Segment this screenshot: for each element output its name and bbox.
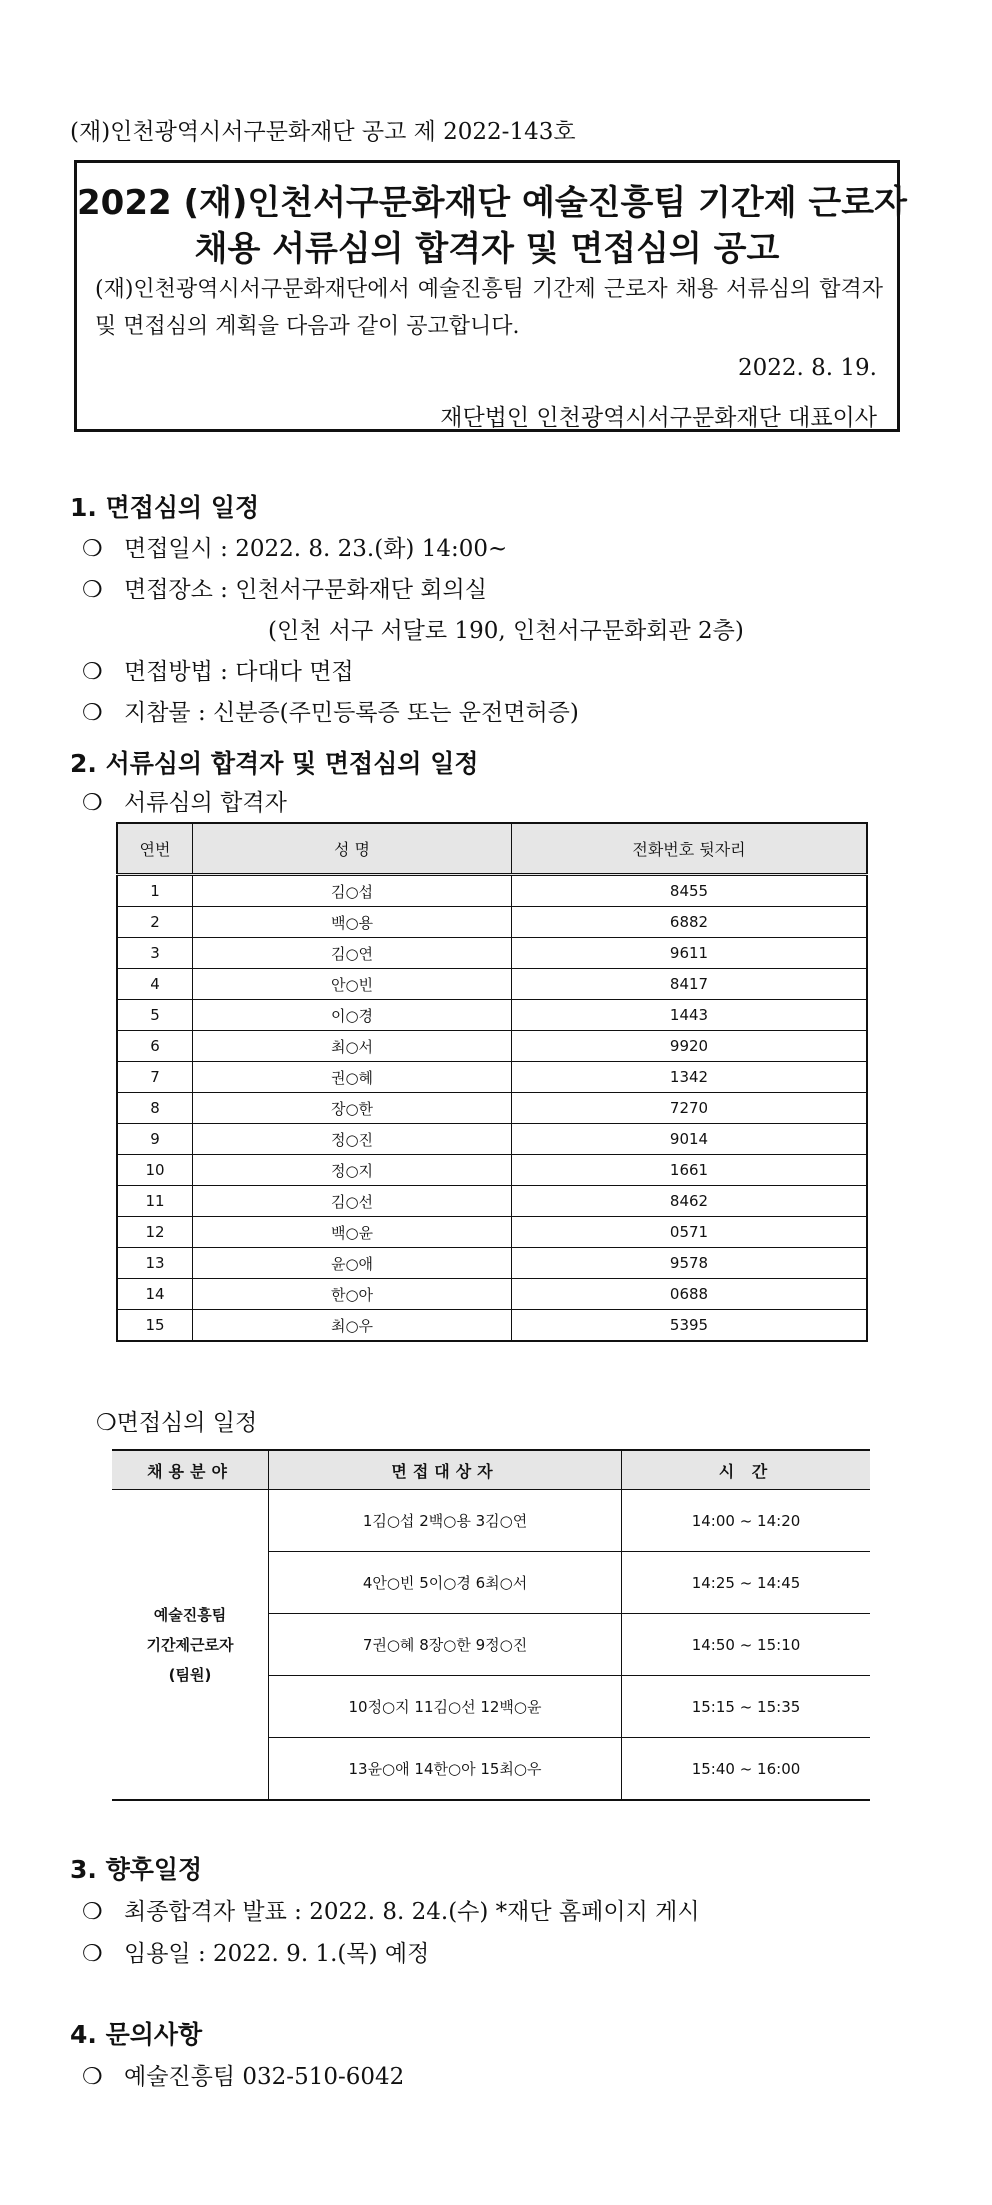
bullet-icon: ❍ <box>82 790 103 816</box>
section4-heading: 4. 문의사항 <box>70 2020 203 2049</box>
applicant-phone-suffix: 9578 <box>512 1248 868 1279</box>
col-header-time: 시 간 <box>622 1450 871 1490</box>
col-header-name: 성 명 <box>193 823 512 875</box>
table-row <box>117 1186 867 1217</box>
applicant-number: 10 <box>117 1155 193 1186</box>
schedule-location-item: ❍ 면접장소 : 인천서구문화재단 회의실 <box>82 577 487 603</box>
final-announcement-item: ❍ 최종합격자 발표 : 2022. 8. 24.(수) *재단 홈페이지 게시 <box>82 1899 700 1925</box>
applicant-phone-suffix: 7270 <box>512 1093 868 1124</box>
interview-candidates: 13윤○애 14한○아 15최○우 <box>269 1738 622 1801</box>
col-header-field: 채용분야 <box>112 1450 269 1490</box>
notice-issuer: 재단법인 인천광역시서구문화재단 대표이사 <box>440 405 877 431</box>
recruitment-field <box>112 1490 269 1801</box>
interview-time: 15:15 ~ 15:35 <box>622 1676 871 1738</box>
applicant-name: 정○지 <box>193 1155 512 1186</box>
applicant-phone-suffix: 0688 <box>512 1279 868 1310</box>
applicant-name: 권○혜 <box>193 1062 512 1093</box>
applicant-number: 6 <box>117 1031 193 1062</box>
interview-candidates: 7권○혜 8장○한 9정○진 <box>269 1614 622 1676</box>
table-row <box>117 1000 867 1031</box>
table-row <box>117 1310 867 1342</box>
appointment-date-item: ❍ 임용일 : 2022. 9. 1.(목) 예정 <box>82 1941 430 1967</box>
section2-heading: 2. 서류심의 합격자 및 면접심의 일정 <box>70 749 479 778</box>
applicant-number: 2 <box>117 907 193 938</box>
applicant-name: 윤○애 <box>193 1248 512 1279</box>
table-row <box>117 1217 867 1248</box>
interview-schedule-table <box>112 1449 870 1801</box>
recruitment-field-line: 예술진흥팀 <box>153 1605 227 1624</box>
contact-item: ❍ 예술진흥팀 032-510-6042 <box>82 2064 405 2090</box>
applicant-number: 15 <box>117 1310 193 1342</box>
table-row <box>117 938 867 969</box>
applicant-phone-suffix: 1342 <box>512 1062 868 1093</box>
applicant-name: 장○한 <box>193 1093 512 1124</box>
notice-number: (재)인천광역시서구문화재단 공고 제 2022-143호 <box>70 119 576 145</box>
applicant-phone-suffix: 1661 <box>512 1155 868 1186</box>
passed-applicants-subheading: ❍ 서류심의 합격자 <box>82 790 287 816</box>
interview-time: 14:50 ~ 15:10 <box>622 1614 871 1676</box>
applicant-number: 4 <box>117 969 193 1000</box>
applicant-number: 5 <box>117 1000 193 1031</box>
applicant-name: 김○섭 <box>193 875 512 907</box>
applicant-name: 최○우 <box>193 1310 512 1342</box>
applicant-phone-suffix: 8455 <box>512 875 868 907</box>
table-row <box>117 907 867 938</box>
table-row <box>117 1248 867 1279</box>
applicant-name: 백○윤 <box>193 1217 512 1248</box>
interview-schedule-subheading: ❍면접심의 일정 <box>96 1410 258 1436</box>
title-line-1: 2022 (재)인천서구문화재단 예술진흥팀 기간제 근로자 <box>77 183 907 223</box>
table-row <box>117 1279 867 1310</box>
interview-candidates: 1김○섭 2백○용 3김○연 <box>269 1490 622 1552</box>
applicant-phone-suffix: 6882 <box>512 907 868 938</box>
applicant-name: 백○용 <box>193 907 512 938</box>
interview-time: 14:25 ~ 14:45 <box>622 1552 871 1614</box>
applicant-name: 김○선 <box>193 1186 512 1217</box>
interview-time: 14:00 ~ 14:20 <box>622 1490 871 1552</box>
applicant-number: 1 <box>117 875 193 907</box>
schedule-items-to-bring: ❍ 지참물 : 신분증(주민등록증 또는 운전면허증) <box>82 700 579 726</box>
schedule-method-item: ❍ 면접방법 : 다대다 면접 <box>82 659 354 685</box>
interview-time: 15:40 ~ 16:00 <box>622 1738 871 1801</box>
applicant-name: 최○서 <box>193 1031 512 1062</box>
applicant-number: 14 <box>117 1279 193 1310</box>
applicant-number: 7 <box>117 1062 193 1093</box>
interview-candidates: 4안○빈 5이○경 6최○서 <box>269 1552 622 1614</box>
col-header-candidates: 면접대상자 <box>269 1450 622 1490</box>
passed-applicants-table <box>116 822 868 1342</box>
table-row <box>117 875 867 907</box>
schedule-datetime-item: ❍ 면접일시 : 2022. 8. 23.(화) 14:00~ <box>82 536 508 562</box>
bullet-icon: ❍ <box>82 1941 103 1967</box>
applicant-phone-suffix: 9014 <box>512 1124 868 1155</box>
section1-heading: 1. 면접심의 일정 <box>70 493 260 522</box>
applicant-name: 이○경 <box>193 1000 512 1031</box>
bullet-icon: ❍ <box>82 577 103 603</box>
schedule-address-line: (인천 서구 서달로 190, 인천서구문화회관 2층) <box>268 618 744 644</box>
notice-date: 2022. 8. 19. <box>738 355 877 381</box>
recruitment-field-line: 기간제근로자 <box>146 1635 234 1654</box>
applicant-phone-suffix: 9920 <box>512 1031 868 1062</box>
interview-candidates: 10정○지 11김○선 12백○윤 <box>269 1676 622 1738</box>
table-row <box>117 969 867 1000</box>
applicant-number: 11 <box>117 1186 193 1217</box>
applicant-phone-suffix: 8417 <box>512 969 868 1000</box>
applicant-phone-suffix: 5395 <box>512 1310 868 1342</box>
applicant-number: 8 <box>117 1093 193 1124</box>
applicant-phone-suffix: 8462 <box>512 1186 868 1217</box>
table-row <box>117 1155 867 1186</box>
applicant-name: 정○진 <box>193 1124 512 1155</box>
applicant-number: 3 <box>117 938 193 969</box>
bullet-icon: ❍ <box>82 536 103 562</box>
applicant-number: 9 <box>117 1124 193 1155</box>
intro-text: (재)인천광역시서구문화재단에서 예술진흥팀 기간제 근로자 채용 서류심의 합격자 및 면접심의 계획을 다음과 같이 공고합니다. <box>95 277 883 339</box>
table-row <box>117 1062 867 1093</box>
bullet-icon: ❍ <box>82 700 103 726</box>
col-header-phone: 전화번호 뒷자리 <box>512 823 868 875</box>
recruitment-field-line: (팀원) <box>168 1665 212 1684</box>
table-row <box>117 1031 867 1062</box>
applicant-number: 12 <box>117 1217 193 1248</box>
bullet-icon: ❍ <box>82 1899 103 1925</box>
applicant-name: 한○아 <box>193 1279 512 1310</box>
applicant-name: 안○빈 <box>193 969 512 1000</box>
title-line-2: 채용 서류심의 합격자 및 면접심의 공고 <box>194 229 780 269</box>
table-row <box>117 1093 867 1124</box>
table-row <box>117 1124 867 1155</box>
notice-header-box <box>74 160 907 432</box>
applicant-phone-suffix: 9611 <box>512 938 868 969</box>
table-row <box>112 1490 870 1552</box>
section3-heading: 3. 향후일정 <box>70 1855 203 1884</box>
applicant-name: 김○연 <box>193 938 512 969</box>
col-header-number: 연번 <box>117 823 193 875</box>
applicant-phone-suffix: 0571 <box>512 1217 868 1248</box>
applicant-number: 13 <box>117 1248 193 1279</box>
bullet-icon: ❍ <box>82 2064 103 2090</box>
applicant-phone-suffix: 1443 <box>512 1000 868 1031</box>
bullet-icon: ❍ <box>82 659 103 685</box>
